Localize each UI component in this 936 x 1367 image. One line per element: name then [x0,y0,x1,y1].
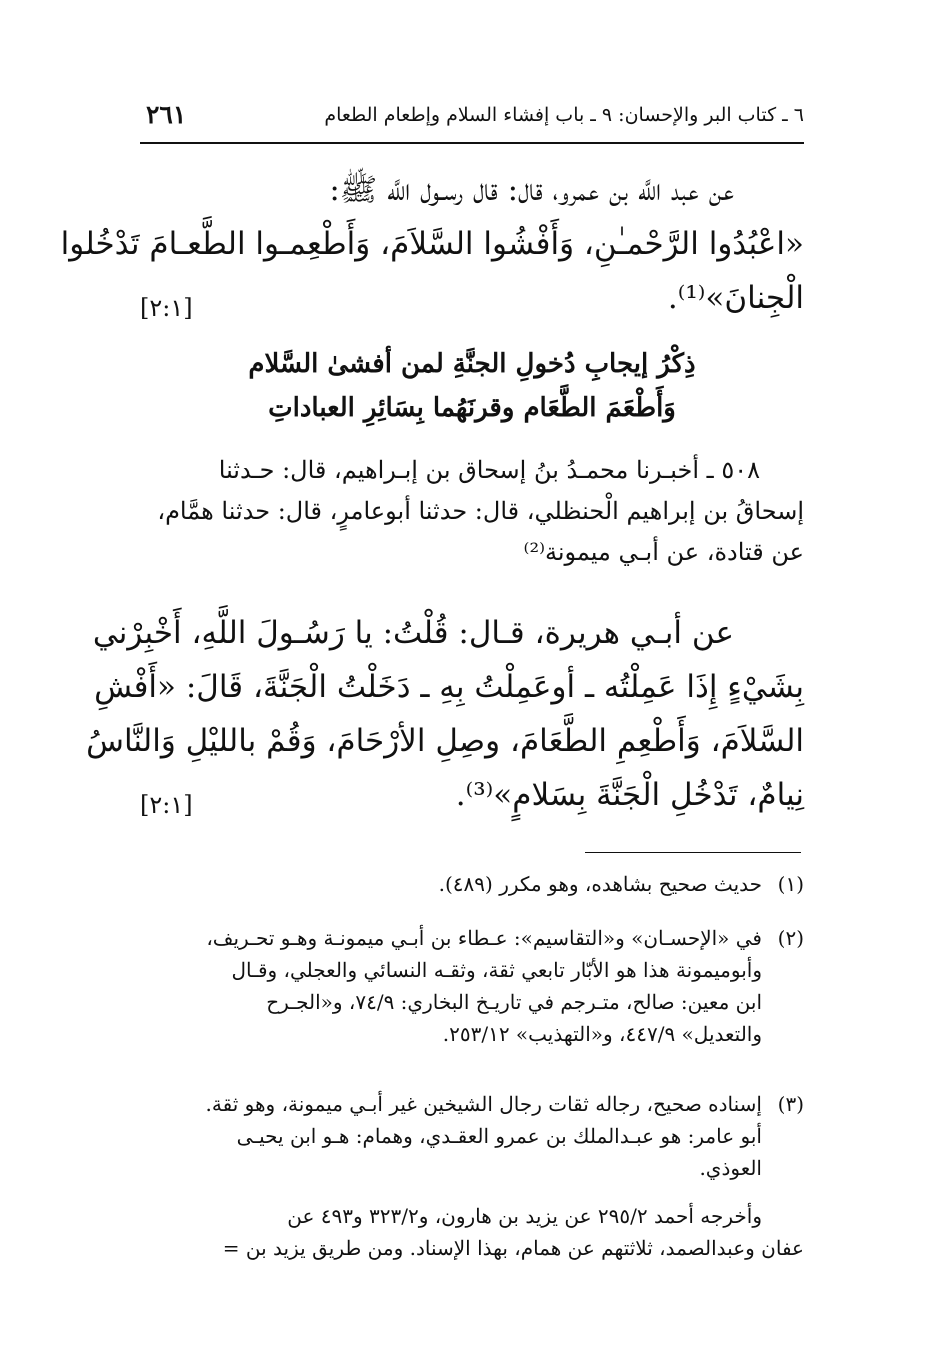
isnad-line: إسحاقُ بن إبراهيم الْحنظلي، قال: حدثنا أبوعامرٍ، قال: حدثنا همَّام، [157,497,804,525]
footnote-text: أبو عامر: هو عبـدالملك بن عمرو العقـدي، وهمام: هـو ابن يحيـى [236,1124,762,1148]
footnote-3 [140,1088,804,1184]
hadith-2-line: السَّلاَمَ، وَأَطْعِمِ الطَّعَامَ، وصِلِ الأرْحَامَ، وَقُمْ بالليْلِ وَالنَّاسُ [86,723,804,759]
page-number: ٢٦١ [146,100,187,129]
hadith-1-line: «اعْبُدُوا الرَّحْمـٰنِ، وَأَفْشُوا السَّلاَمَ، وَأَطْعِمـوا الطَّعـامَ تَدْخُلوا [60,226,804,262]
footnote-text: والتعديل» ٤٤٧/٩، و«التهذيب» ٢٥٣/١٢. [442,1022,762,1046]
isnad [140,450,804,573]
hadith-1 [60,163,804,325]
footnote-text: وأخرجه أحمد ٢٩٥/٢ عن يزيد بن هارون، و٣٢٣/٢ و٤٩٣ عن [287,1204,762,1228]
footnote-1 [140,868,804,900]
footnote-number: (١) [777,872,804,896]
hadith-2-line: بِشَيْءٍ إِذَا عَمِلْتُه ـ أوعَمِلْتُ بِهِ ـ دَخَلْتُ الْجَنَّةَ، قَالَ: «أَفْشِ [94,669,804,705]
hadith-2-line [140,768,804,822]
hadith-2-reference: [٢:١] [140,791,193,819]
footnote-text: في «الإحسـان» و«التقاسيم»: عـطاء بن أبـي ميمونـة وهـو تحـريف، [206,926,762,950]
section-heading [140,342,804,430]
footnote-text: إسناده صحيح، رجاله ثقات رجال الشيخين غير أبـي ميمونة، وهو ثقة. [205,1092,762,1116]
footnote-2 [140,922,804,1050]
hadith-1-line: عن عبد اللَّه بن عمرو، قال: قال رسـول اللَّه ﷺ: [329,172,734,208]
footnote-text: ابن معين: صالح، متـرجم في تاريـخ البخاري: ٧٤/٩، و«الجـرح [266,990,762,1014]
hadith-1-last-text: الْجِنانَ»⁽¹⁾. [667,280,804,316]
hadith-2 [86,606,804,822]
footnote-continuation [140,1200,804,1264]
footnote-text: حديث صحيح بشاهده، وهو مكرر (٤٨٩). [438,872,762,896]
footnote-text: وأبوميمونة هذا هو الأبّار تابعي ثقة، وثقـه النسائي والعجلي، وقـال [231,958,762,982]
footnote-separator [585,852,801,853]
hadith-1-reference: [٢:١] [140,294,193,322]
isnad-line: عن قتادة، عن أبـي ميمونة⁽²⁾ [523,538,804,566]
page-header [140,98,804,144]
footnote-text: العوذي. [699,1156,762,1180]
footnote-number: (٢) [777,926,804,950]
footnote-number: (٣) [777,1092,804,1116]
running-title: ٦ ـ كتاب البر والإحسان: ٩ ـ باب إفشاء السلام وإطعام الطعام [324,104,804,126]
section-heading-line: وَأَطْعَمَ الطَّعَام وقرنَهُما بِسَائِرِ العباداتِ [268,393,676,423]
hadith-2-line: عن أبـي هريرة، قـال: قُلْتُ: يا رَسُـولَ اللَّهِ، أَخْبِرْني [92,615,734,651]
section-heading-line: ذِكْرُ إيجابِ دُخولِ الجنَّةِ لمن أفشىٰ السَّلام [248,349,696,379]
hadith-2-last-text: نِيامٌ، تَدْخُلِ الْجَنَّةَ بِسَلامٍ»⁽³⁾. [455,777,804,813]
hadith-1-line [140,271,804,325]
footnote-text: عفان وعبدالصمد، ثلاثتهم عن همام، بهذا الإسناد. ومن طريق يزيد بن = [222,1236,804,1260]
isnad-line: ٥٠٨ ـ أخبـرنا محمـدُ بنُ إسحاق بن إبـراهيم، قال: حـدثنا [218,456,760,484]
